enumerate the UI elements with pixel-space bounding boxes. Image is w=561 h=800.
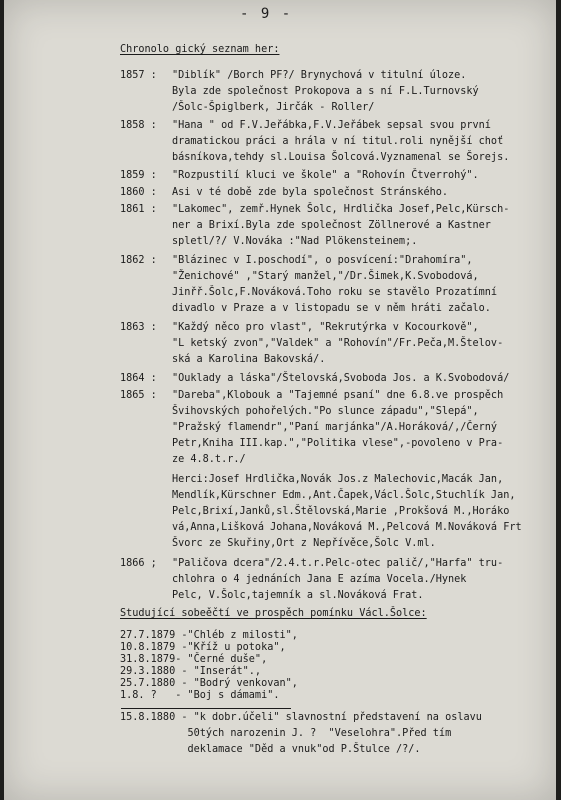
entry-line: dramatickou práci a hrála v ní titul.roli nynější choť <box>172 136 504 147</box>
heading: Chronolo gický seznam her: <box>120 44 280 55</box>
herci-line: Herci:Josef Hrdlička,Novák Jos.z Malechovic,Macák Jan, <box>172 474 504 485</box>
year-1864: 1864 : <box>120 373 157 384</box>
separator-line <box>121 708 291 709</box>
entry-line: básníkova,tehdy sl.Louisa Šolcová.Vyznamenal se Šorejs. <box>172 152 510 163</box>
page-number: - 9 - <box>240 6 293 22</box>
entry-line: "Lakomec", zemř.Hynek Šolc, Hrdlička Josef,Pelc,Kürsch- <box>172 204 510 215</box>
entry-line: "Blázinec v I.poschodí", o posvícení:"Drahomíra", <box>172 255 473 266</box>
entry-line: /Šolc-Špiglberk, Jirčák - Roller/ <box>172 102 375 113</box>
year-1858: 1858 : <box>120 120 157 131</box>
year-1865: 1865 : <box>120 390 157 401</box>
studenti-item: 25.7.1880 - "Bodrý venkovan", <box>120 678 298 689</box>
herci-line: vá,Anna,Lišková Johana,Nováková M.,Pelcová M.Nováková Frt <box>172 522 522 533</box>
entry-line: "Rozpustilí kluci ve škole" a "Rohovín Čtverrohý". <box>172 170 479 181</box>
entry-line: Švihovských pohořelých."Po slunce západu","Slepá", <box>172 406 479 417</box>
studenti-item: 1.8. ? - "Boj s dámami". <box>120 690 280 701</box>
entry-line: Byla zde společnost Prokopova a s ní F.L.Turnovský <box>172 86 479 97</box>
entry-line: Pelc, V.Šolc,tajemník a sl.Nováková Frat. <box>172 590 424 601</box>
entry-line: "L ketský zvon","Valdek" a "Rohovín"/Fr.Peča,M.Štelov- <box>172 338 504 349</box>
entry-line: "Dareba",Klobouk a "Tajemné psaní" dne 6.8.ve prospěch <box>172 390 504 401</box>
entry-line: "Diblík" /Borch PF?/ Brynychová v titulní úloze. <box>172 70 467 81</box>
entry-line: "Ouklady a láska"/Štelovská,Svoboda Jos. a K.Svobodová/ <box>172 373 510 384</box>
year-1861: 1861 : <box>120 204 157 215</box>
studenti-item: 29.3.1880 - "Inserát"., <box>120 666 262 677</box>
final-line: 50tých narozenin J. ? "Veselohra".Před tím <box>120 728 452 739</box>
entry-line: "Paličova dcera"/2.4.t.r.Pelc-otec palič/,"Harfa" tru- <box>172 558 504 569</box>
final-line: deklamace "Děd a vnuk"od P.Štulce /?/. <box>120 744 421 755</box>
entry-line: Jinřř.Šolc,F.Nováková.Toho roku se stavělo Prozatímní <box>172 287 498 298</box>
year-1860: 1860 : <box>120 187 157 198</box>
herci-line: Pelc,Brixí,Janků,sl.Štělovská,Marie ,Prokšová M.,Horáko <box>172 506 510 517</box>
year-1863: 1863 : <box>120 322 157 333</box>
studenti-item: 27.7.1879 -"Chléb z milosti", <box>120 630 298 641</box>
entry-line: "Ženichové" ,"Starý manžel,"/Dr.Šimek,K.Svobodová, <box>172 271 479 282</box>
entry-line: "Pražský flamendr","Paní marjánka"/A.Horáková/,/Černý <box>172 422 498 433</box>
year-1857: 1857 : <box>120 70 157 81</box>
entry-line: ská a Karolina Bakovská/. <box>172 354 326 365</box>
year-1862: 1862 : <box>120 255 157 266</box>
entry-line: ze 4.8.t.r./ <box>172 454 246 465</box>
entry-line: "Hana " od F.V.Jeřábka,F.V.Jeřábek sepsal svou první <box>172 120 491 131</box>
final-line: 15.8.1880 - "k dobr.účeli" slavnostní představení na oslavu <box>120 712 482 723</box>
year-1866: 1866 ; <box>120 558 157 569</box>
studenti-item: 10.8.1879 -"Kříž u potoka", <box>120 642 286 653</box>
document-page <box>4 0 556 800</box>
entry-line: chlohra o 4 jednáních Jana E azíma Vocela./Hynek <box>172 574 467 585</box>
entry-line: Asi v té době zde byla společnost Stránského. <box>172 187 449 198</box>
herci-line: Mendlík,Kürschner Edm.,Ant.Čapek,Václ.Šolc,Stuchlík Jan, <box>172 490 516 501</box>
entry-line: "Každý něco pro vlast", "Rekrutýrka v Kocourkově", <box>172 322 479 333</box>
entry-line: spletl/?/ V.Nováka :"Nad Plökensteinem;. <box>172 236 418 247</box>
entry-line: divadlo v Praze a v listopadu se v něm hráti začalo. <box>172 303 491 314</box>
entry-line: Petr,Kniha III.kap.","Politika vlese",-povoleno v Pra- <box>172 438 504 449</box>
studenti-heading: Studující sobeěčtí ve prospěch pomínku Václ.Šolce: <box>120 608 427 619</box>
herci-line: Švorc ze Skuřiny,Ort z Nepřívěce,Šolc V.ml. <box>172 538 436 549</box>
entry-line: ner a Brixí.Byla zde společnost Zöllnerové a Kastner <box>172 220 491 231</box>
year-1859: 1859 : <box>120 170 157 181</box>
studenti-item: 31.8.1879- "Černé duše", <box>120 654 268 665</box>
